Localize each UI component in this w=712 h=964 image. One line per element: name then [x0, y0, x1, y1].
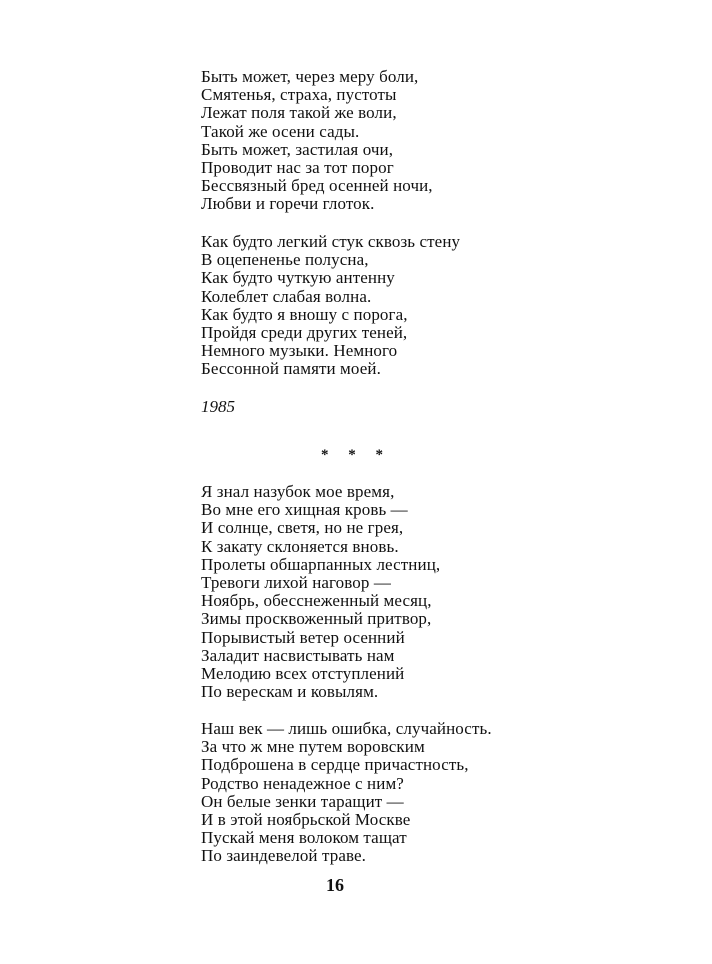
verse-line: Любви и горечи глоток.: [201, 194, 375, 214]
verse-line: По верескам и ковылям.: [201, 682, 379, 702]
verse-line: Заладит насвистывать нам: [201, 645, 395, 665]
verse-line: За что ж мне путем воровским: [201, 737, 425, 757]
verse-line: И солнце, светя, но не грея,: [201, 518, 404, 538]
verse-line: И в этой ноябрьской Москве: [201, 810, 411, 830]
verse-line: Пройдя среди других теней,: [201, 323, 408, 343]
verse-line: Я знал назубок мое время,: [201, 482, 395, 501]
verse-line: Бессвязный бред осенней ночи,: [201, 176, 433, 196]
verse-line: Он белые зенки таращит —: [201, 791, 404, 811]
verse-line: Тревоги лихой наговор —: [201, 573, 391, 593]
verse-line: Как будто чуткую антенну: [201, 268, 395, 288]
verse-line: Проводит нас за тот порог: [201, 158, 394, 178]
poem-date: 1985: [201, 397, 235, 416]
verse-line: Смятенья, страха, пустоты: [201, 85, 397, 105]
verse-line: Порывистый ветер осенний: [201, 627, 405, 647]
poem-1-stanza-1: [201, 68, 433, 214]
section-separator: * * *: [321, 447, 391, 463]
verse-line: Подброшена в сердце причастность,: [201, 755, 469, 775]
verse-line: Такой же осени сады.: [201, 121, 360, 141]
verse-line: Как будто легкий стук сквозь стену: [201, 232, 461, 251]
verse-line: Пролеты обшарпанных лестниц,: [201, 554, 441, 574]
page-number: 16: [326, 875, 344, 895]
verse-line: По заиндевелой траве.: [201, 846, 366, 866]
poem-2-stanza-1: [201, 483, 440, 701]
verse-line: Родство ненадежное с ним?: [201, 773, 404, 793]
verse-line: Как будто я вношу с порога,: [201, 304, 408, 324]
poem-2-stanza-2: [201, 720, 492, 866]
verse-line: Зимы просквоженный притвор,: [201, 609, 432, 629]
verse-line: Бессонной памяти моей.: [201, 359, 381, 379]
verse-line: Пускай меня волоком тащат: [201, 828, 407, 848]
verse-line: К закату склоняется вновь.: [201, 536, 399, 556]
verse-line: Ноябрь, обесснеженный месяц,: [201, 591, 432, 611]
poem-1-stanza-2: [201, 233, 460, 379]
verse-line: Быть может, застилая очи,: [201, 139, 394, 159]
verse-line: Колеблет слабая волна.: [201, 286, 372, 306]
verse-line: Быть может, через меру боли,: [201, 67, 419, 86]
verse-line: Во мне его хищная кровь —: [201, 500, 408, 520]
verse-line: Наш век — лишь ошибка, случайность.: [201, 719, 492, 738]
verse-line: В оцепененье полусна,: [201, 250, 369, 270]
verse-line: Лежат поля такой же воли,: [201, 103, 397, 123]
verse-line: Немного музыки. Немного: [201, 341, 398, 361]
verse-line: Мелодию всех отступлений: [201, 664, 405, 684]
